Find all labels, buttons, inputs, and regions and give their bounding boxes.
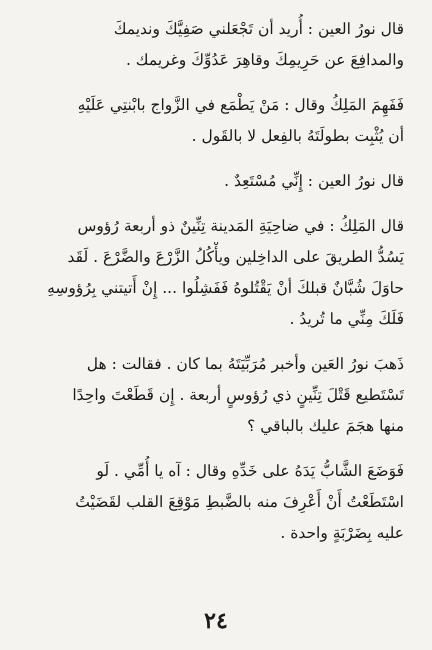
text-line: حاوَلَ شُبَّانٌ قبلكَ أنْ يَقْتُلوهُ فَفَشِلُوا ... إِنْ أَتيتني بِرُؤوسِهِ: [47, 279, 404, 297]
text-line: عليه بِضَرْبَةٍ واحدة .: [280, 524, 404, 542]
paragraph-2: [28, 90, 404, 152]
paragraph-4: [28, 211, 404, 335]
text-line: فَلَكَ مِنِّي ما تُريدُ .: [289, 310, 404, 328]
text-line: منها هجَمَ عليك بالباقي ؟: [247, 417, 404, 435]
text-line: فَفَهِمَ المَلِكُ وقال : مَنْ يَطْمَع في الزَّواج بابْنتِي عَلَيْهِ: [77, 96, 404, 114]
text-line: قال نورُ العين : إِنِّي مُسْتَعِدٌ .: [224, 172, 404, 190]
text-line: قال نورُ العين : أُريد أن تَجْعَلني صَفِيَّكَ ونديمكَ: [113, 20, 404, 38]
paragraph-6: [28, 456, 404, 549]
text-line: أن يُثْبِت بطولَتَهُ بالفِعل لا بالقَول .: [191, 127, 404, 145]
text-line: اسْتَطَعْتُ أَنْ أَعْرِفَ منه بالضَّبطِ مَوْقِعَ القلب لقَضَيْتُ: [75, 493, 404, 511]
paragraph-1: [28, 14, 404, 76]
text-line: فَوَضَعَ الشَّابُّ يَدَهُ على خَدِّهِ وقال : آه يا أُمِّي . لَو: [96, 462, 404, 480]
text-line: قال المَلِكُ : في ضاحِيَةِ المَدينة تِنِّينٌ ذو أربعة رُؤوس: [77, 217, 404, 235]
page-number: ٢٤: [204, 608, 228, 634]
paragraph-3: [28, 166, 404, 197]
text-line: والمدافِعَ عن حَرِيمِكَ وقاهِرَ عَدُوِّكَ وغريمك .: [125, 51, 404, 69]
text-line: تَسْتَطيع قَتْلَ تِنِّينٍ ذي رُؤوسٍ أربعة . إِن قَطَعْتَ واحِدًا: [72, 386, 404, 404]
page-body-text: [28, 14, 404, 563]
paragraph-5: [28, 349, 404, 442]
text-line: يَسُدُّ الطريقَ على الداخِلين ويأْكُلُ الزَّرْعَ والضَّرْعَ . لَقَد: [67, 248, 404, 266]
text-line: ذَهبَ نورُ العَين وأخبر مُرَبِّيَتَهُ بما كان . فقالت : هل: [86, 355, 404, 373]
